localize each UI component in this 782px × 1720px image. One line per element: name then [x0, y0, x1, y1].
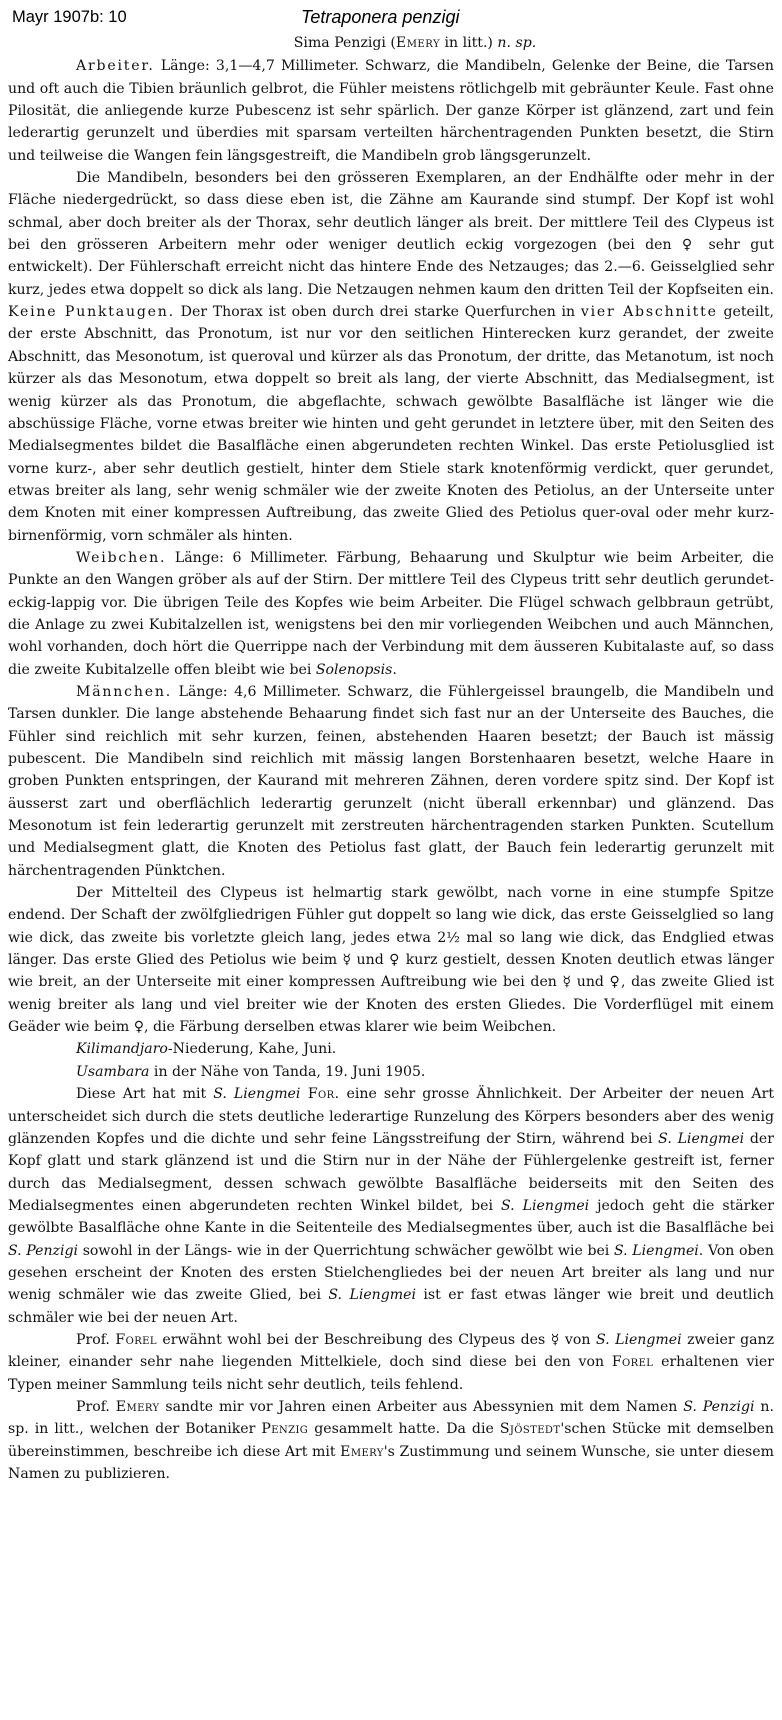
paragraph-comparison — [8, 1083, 774, 1329]
paragraph-text: Länge: 3,1—4,7 Millimeter. Schwarz, die Mandibeln, Gelenke der Beine, die Tarsen und oft auch die Tibien bräunlich gelbrot, die Fühler meistens rötlichgelb mit gebräunter Keule. Fast ohne Pilosität, die anliegende kurze Pubescenz ist sehr spärlich. Der ganze Körper ist glänzend, zart und fein lederartig gerunzelt und überdies mit sparsam verteilten härchentragenden Punkten besetzt, die Stirn und teilweise die Wangen fein längsgestreift, die Mandibeln grob längsgerunzelt. — [8, 58, 774, 164]
author-name: Forel — [611, 1354, 654, 1371]
author-name: Penzig — [261, 1421, 309, 1438]
italic-species: S. Liengmei — [328, 1287, 416, 1304]
italic-species: S. Liengmei. — [613, 1242, 704, 1259]
citation-label: Mayr 1907b: 10 — [12, 8, 127, 26]
paragraph-text: gesammelt hatte. Da die — [308, 1421, 500, 1438]
italic-species: S. Penzigi — [8, 1242, 79, 1259]
paragraph-text: Prof. — [76, 1398, 116, 1415]
paragraph-text: Die Mandibeln, besonders bei den grösseren Exemplaren, an der Endhälfte oder mehr in der Fläche niedergedrückt, so dass diese eben ist, die Zähne am Kaurande sind stumpf. Der Kopf ist wohl schmal, aber doch breiter als der Thorax, sehr deutlich länger als breit. Der mittlere Teil des Clypeus ist bei den grösseren Arbeitern mehr oder weniger deutlich eckig vorgezogen (bei den ♀ sehr gut entwickelt). Der Fühlerschaft erreicht nicht das hintere Ende des Netzauges; das 2.—6. Geisselglied sehr kurz, jedes etwa doppelt so dick als lang. Die Netzaugen nehmen kaum den dritten Teil der Kopfseiten ein. — [8, 170, 774, 298]
paragraph-text: n. sp. in litt., welchen der Botaniker — [8, 1398, 774, 1438]
paragraph-text: geteilt, der erste Abschnitt, das Pronotum, ist nur vor den seitlichen Hinterecken kurz gerandet, der zweite Abschnitt, das Mesonotum, ist queroval und kürzer als das Pronotum, der dritte, das Metanotum, ist noch kürzer als das Mesonotum, etwa doppelt so breit als lang, der vierte Abschnitt, das Medialsegment, ist wenig kürzer als das Pronotum, die abgeflachte, schwach gewölbte Basalfläche ist länger wie die abschüssige Fläche, vorne etwas breiter wie hinten und geht gerundet in letztere über, mit den Seiten des Medialsegmentes bildet die Basalfläche einen abgerundeten rechten Winkel. Das erste Petiolusglied ist vorne kurz-, aber sehr deutlich gestielt, hinter dem Stiele stark knotenförmig verdickt, quer gerundet, etwas breiter als lang, sehr wenig schmäler wie der zweite Knoten des Petiolus, an der Unterseite unter dem Knoten mit einer kompressen Auftreibung, das zweite Glied des Petiolus quer-oval oder mehr kurz-birnenförmig, vorn schmäler als hinten. — [8, 304, 774, 544]
paragraph-text: Der Thorax ist oben durch drei starke Querfurchen in — [174, 304, 581, 321]
paragraph-text: erwähnt wohl bei der Beschreibung des Clypeus des ☿ von — [156, 1331, 596, 1348]
species-title: Tetraponera penzigi — [301, 7, 460, 27]
italic-species: S. Liengmei — [658, 1130, 745, 1147]
paragraph-text: Prof. — [76, 1331, 116, 1348]
paragraph-female — [8, 547, 774, 681]
paragraph-text: jedoch geht die stärker gewölbte Basalfläche ohne Kante in die Seitenteile des Medialsegmentes über, auch ist die Basalfläche bei — [8, 1197, 774, 1237]
italic-species: S. Penzigi — [683, 1398, 755, 1415]
paragraph-text: der Kopf glatt und stark glänzend ist und die Stirn nur in der Nähe der Fühlergelenke gestreift ist, ferner durch das Medialsegment, dessen schwach gewölbte Basalfläche beiderseits mit den Seiten des Medialsegmentes einen abgerundeten rechten Winkel bildet, bei — [8, 1130, 774, 1214]
author-name: For. — [300, 1086, 340, 1103]
caste-label-female: Weibchen. — [76, 549, 167, 566]
paragraph-text: sowohl in der Längs- wie in der Querrichtung schwächer gewölbt wie bei — [78, 1242, 614, 1259]
paragraph-text: Länge: 4,6 Millimeter. Schwarz, die Fühlergeissel braungelb, die Mandibeln und Tarsen dunkler. Die lange abstehende Behaarung findet sich fast nur an der Unterseite des Bauches, die Fühler sind reichlich mit sehr kurzen, feinen, abstehenden Haaren besetzt; der Bauch ist mässig pubescent. Die Mandibeln sind reichlich mit mässig langen Borstenhaaren besetzt, welche Haare in groben Punkten entspringen, der Kaurand mit mehreren Zähnen, deren vordere spitz sind. Der Kopf ist äusserst zart und oberflächlich lederartig gerunzelt (nicht überall erkennbar) und glänzend. Das Mesonotum ist fein lederartig gerunzelt mit zerstreuten härchentragenden starken Punkten. Scutellum und Medialsegment glatt, die Knoten des Petiolus fast glatt, der Bauch fein lederartig gerunzelt mit härchentragenden Pünktchen. — [8, 683, 774, 879]
locality-name: Usambara — [76, 1063, 150, 1080]
paragraph-text: zweier ganz kleiner, einander sehr nahe liegenden Mittelkiele, doch sind diese bei den von — [8, 1331, 774, 1371]
paragraph-emery-note — [8, 1396, 774, 1485]
article-body — [8, 55, 774, 1485]
taxon-authority: Emery — [395, 35, 441, 51]
taxon-name: Sima Penzigi — [293, 35, 386, 51]
author-name: Sjöstedt — [499, 1421, 561, 1438]
caste-label-male: Männchen. — [76, 683, 173, 700]
italic-species: S. Liengmei — [595, 1331, 682, 1348]
paragraph-worker — [8, 55, 774, 167]
authority-close: in litt.) — [440, 35, 498, 51]
locality-text: in der Nähe von Tanda, 19. Juni 1905. — [149, 1063, 426, 1080]
paragraph-worker-detail — [8, 167, 774, 547]
author-name: Forel — [115, 1331, 157, 1348]
paragraph-forel-note — [8, 1329, 774, 1396]
italic-genus: Solenopsis — [315, 661, 393, 678]
paragraph-text: . — [392, 661, 397, 678]
spaced-emphasis: Keine Punktaugen. — [8, 304, 175, 321]
running-head — [8, 4, 774, 32]
author-name: Emery — [340, 1443, 384, 1460]
taxon-status: n. sp. — [497, 35, 537, 51]
author-name: Emery — [115, 1398, 160, 1415]
paragraph-text: ist er fast etwas länger wie breit und deutlich schmäler wie bei der neuen Art. — [8, 1287, 774, 1326]
locality-usambara — [8, 1061, 774, 1083]
authority-open: ( — [385, 35, 396, 51]
locality-text: -Niederung, Kahe, Juni. — [167, 1041, 337, 1058]
paragraph-text: 's Zustimmung und seinem Wunsche, sie unter diesem Namen zu publizieren. — [8, 1443, 774, 1482]
paragraph-text: 'schen Stücke mit demselben übereinstimmen, beschreibe ich diese Art mit — [8, 1421, 774, 1460]
paragraph-text: Diese Art hat mit — [76, 1086, 214, 1103]
paragraph-text: Länge: 6 Millimeter. Färbung, Behaarung und Skulptur wie beim Arbeiter, die Punkte an den Wangen gröber als auf der Stirn. Der mittlere Teil des Clypeus tritt sehr deutlich gerundet-eckig-lappig vor. Die übrigen Teile des Kopfes wie beim Arbeiter. Die Flügel schwach gelbbraun getrübt, die Anlage zu zwei Kubitalzellen ist, wenigstens bei den mir vorliegenden Weibchen und auch Männchen, wohl vorhanden, doch hört die Querrippe nach der Verbindung mit dem äusseren Kubitalaste auf, so dass die zweite Kubitalzelle offen bleibt wie bei — [8, 549, 774, 678]
paragraph-male — [8, 681, 774, 882]
paragraph-text: erhaltenen vier Typen meiner Sammlung teils nicht sehr deutlich, teils fehlend. — [8, 1354, 774, 1393]
taxon-header — [8, 32, 774, 54]
caste-label-worker: Arbeiter. — [76, 58, 155, 75]
locality-kilimandjaro — [8, 1038, 774, 1060]
paragraph-text: Der Mittelteil des Clypeus ist helmartig stark gewölbt, nach vorne in eine stumpfe Spitze endend. Der Schaft der zwölfgliedrigen Fühler gut doppelt so lang wie dick, das erste Geisselglied so lang wie dick, das zweite bis vorletzte gleich lang, jedes etwa 2½ mal so lang wie dick, das Endglied etwas länger. Das erste Glied des Petiolus wie beim ☿ und ♀ kurz gestielt, dessen Knoten deutlich etwas länger wie breit, an der Unterseite mit einer kompressen Auftreibung wie bei den ☿ und ♀, das zweite Glied ist wenig breiter als lang und viel breiter wie der Knoten des ersten Gliedes. Die Vorderflügel mit einem Geäder wie beim ♀, die Färbung derselben etwas klarer wie beim Weibchen. — [8, 885, 774, 1036]
italic-species: S. Liengmei — [501, 1197, 590, 1214]
paragraph-male-detail — [8, 882, 774, 1038]
spaced-emphasis: vier Abschnitte — [580, 304, 718, 321]
paragraph-text: eine sehr grosse Ähnlichkeit. Der Arbeiter der neuen Art unterscheidet sich durch die stets deutliche lederartige Runzelung des Körpers besonders aber des wenig glänzenden Kopfes und die dichte und sehr feine Längsstreifung der Stirn, während bei — [8, 1086, 775, 1147]
paragraph-text: Von oben gesehen erscheint der Knoten des ersten Stielchengliedes bei der neuen Art breiter als lang und nur wenig schmäler wie das zweite Glied, bei — [8, 1242, 774, 1304]
paragraph-text: sandte mir vor Jahren einen Arbeiter aus Abessynien mit dem Namen — [159, 1398, 684, 1415]
italic-species: S. Liengmei — [213, 1086, 301, 1103]
locality-name: Kilimandjaro — [76, 1041, 168, 1058]
